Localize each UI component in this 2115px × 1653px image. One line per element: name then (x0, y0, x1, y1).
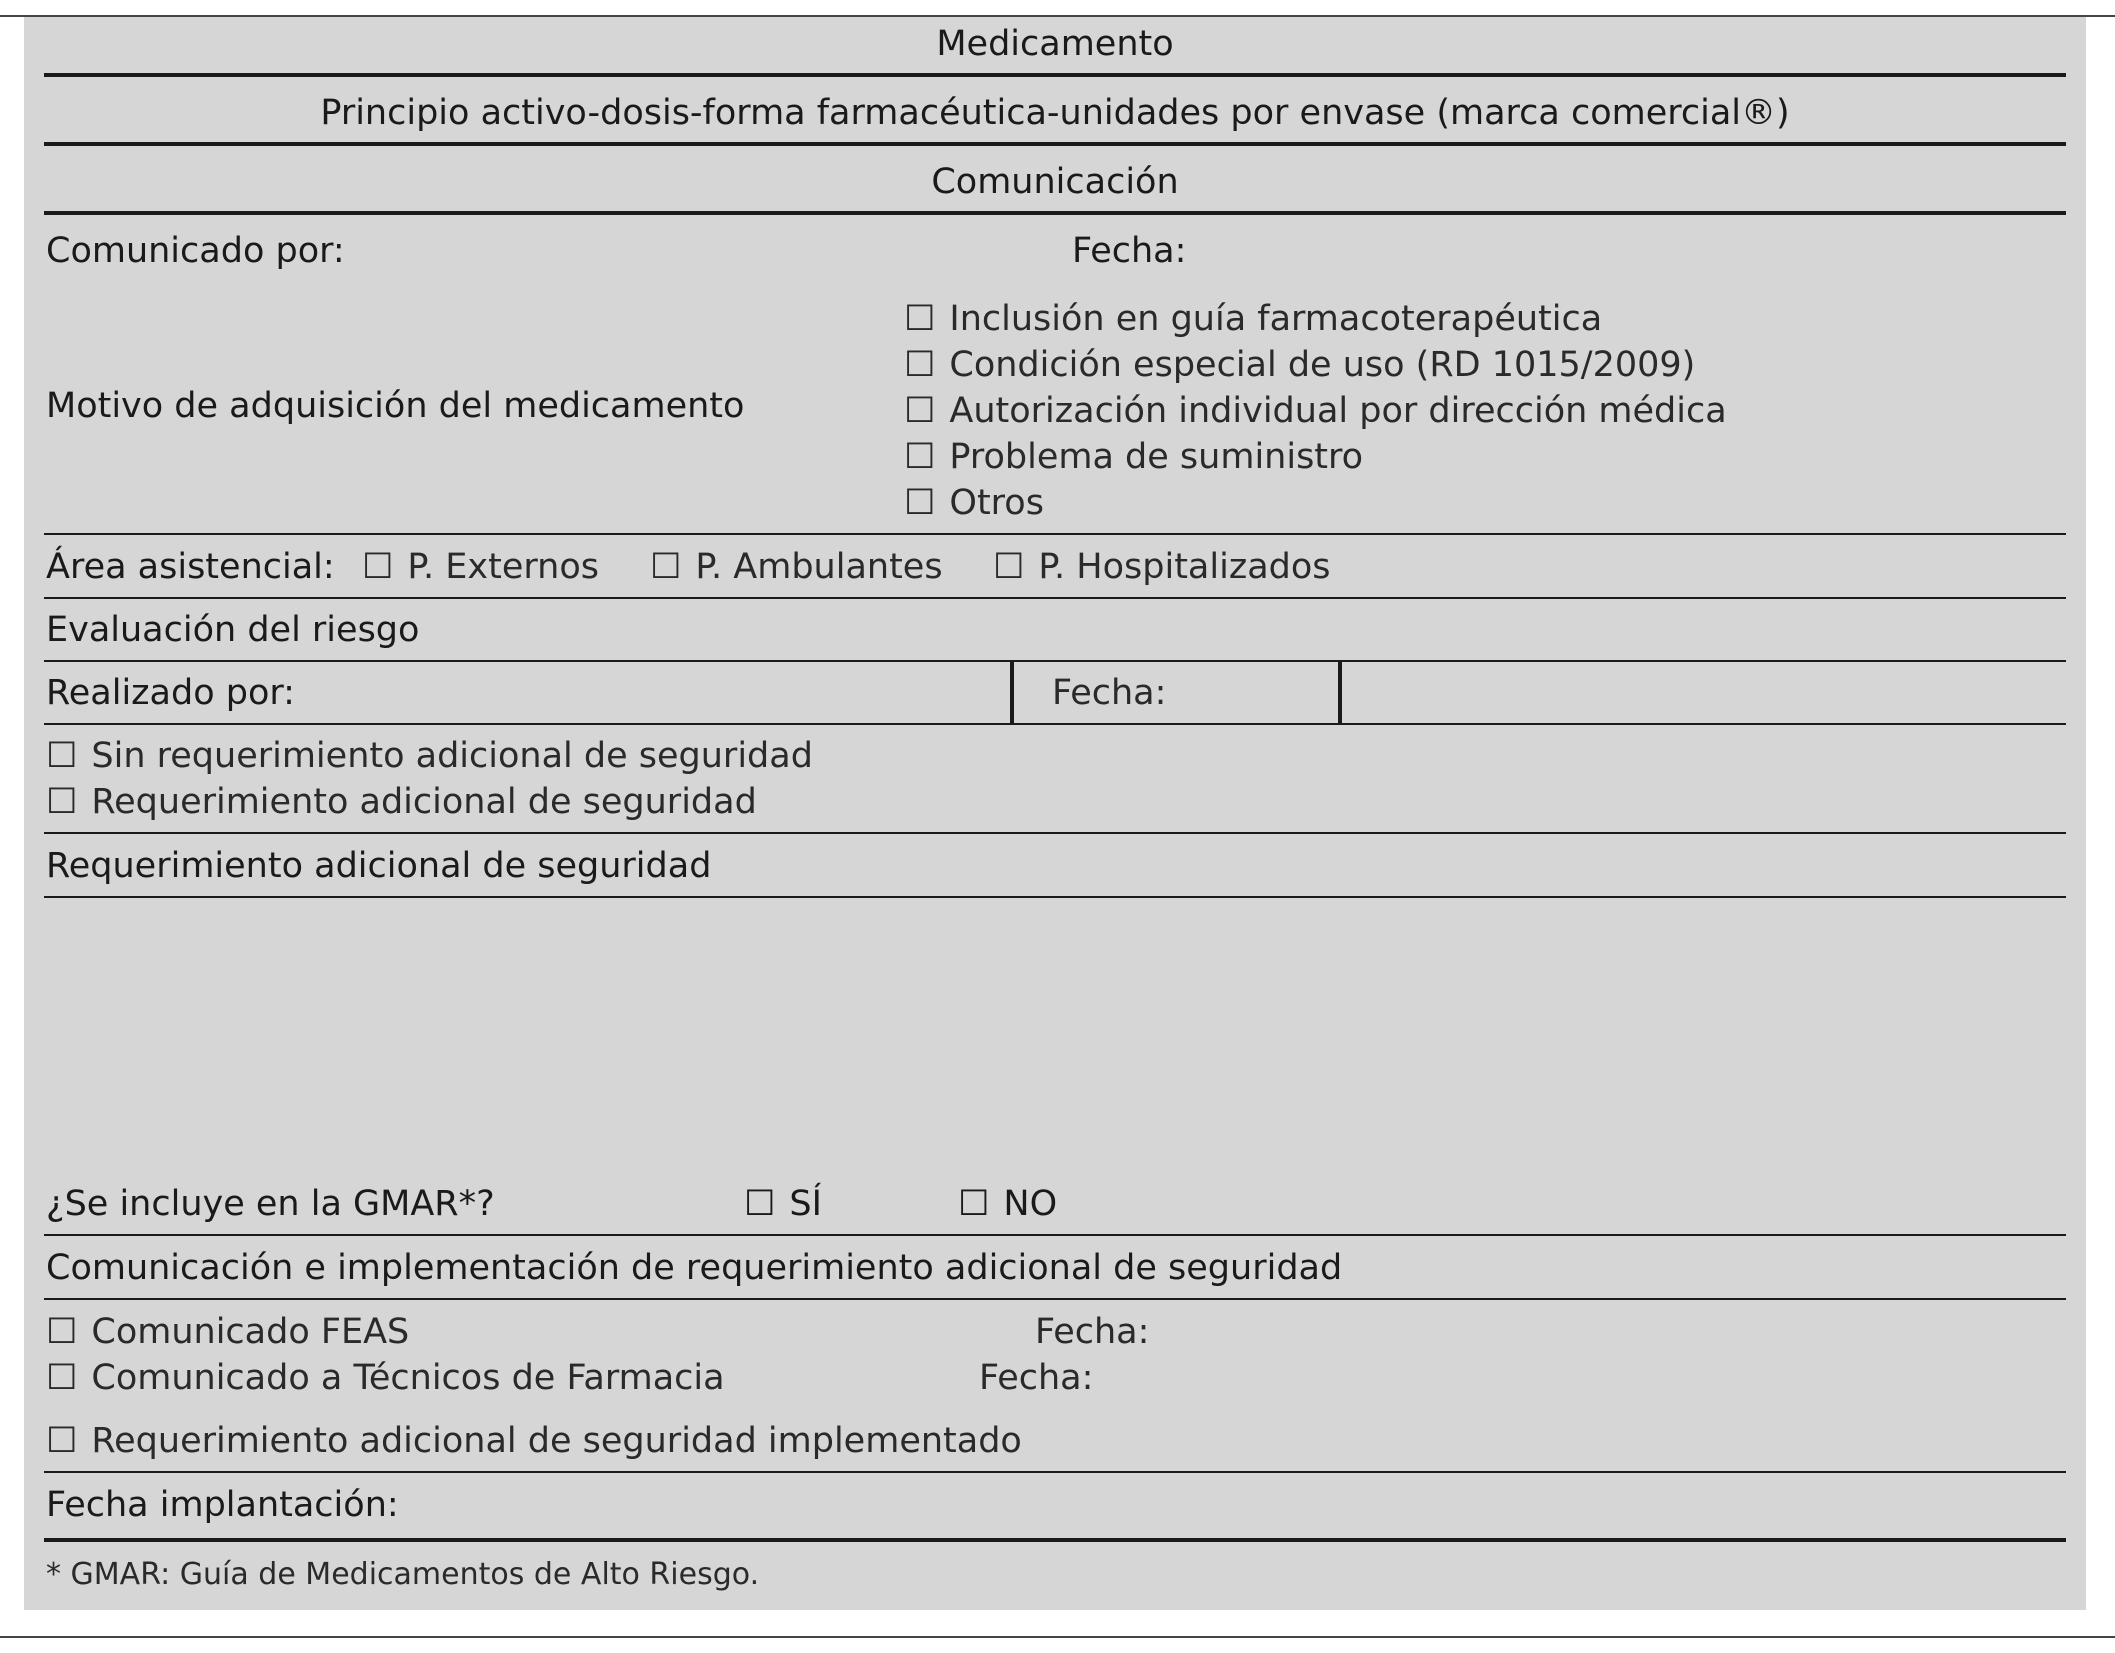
tecnicos-fecha-label: Fecha: (979, 1358, 1094, 1398)
divider (44, 896, 2066, 898)
evaluacion-option[interactable]: ☐ Sin requerimiento adicional de seguridad (46, 733, 813, 779)
motivo-option[interactable]: ☐ Condición especial de uso (RD 1015/2009) (904, 342, 1695, 388)
fecha-implantacion-label: Fecha implantación: (46, 1485, 399, 1525)
medicamento-heading: Medicamento (936, 24, 1174, 64)
checkbox-icon: ☐ (904, 483, 936, 523)
realizado-fecha-label: Fecha: (1052, 673, 1167, 713)
divider (44, 660, 2066, 662)
divider (44, 1471, 2066, 1473)
divider (44, 73, 2066, 77)
area-option-ambulantes[interactable]: ☐ P. Ambulantes (650, 544, 943, 590)
implementado-option[interactable]: ☐ Requerimiento adicional de seguridad implementado (46, 1418, 1022, 1464)
column-divider (1338, 661, 1342, 723)
implementacion-title: Comunicación e implementación de requerimiento adicional de seguridad (46, 1248, 1343, 1288)
checkbox-icon: ☐ (958, 1184, 990, 1224)
divider (44, 597, 2066, 599)
checkbox-icon: ☐ (904, 345, 936, 385)
divider (44, 533, 2066, 535)
feas-fecha-label: Fecha: (1035, 1312, 1150, 1352)
checkbox-icon: ☐ (744, 1184, 776, 1224)
column-divider (1010, 661, 1014, 723)
motivo-label: Motivo de adquisición del medicamento (46, 386, 745, 426)
checkbox-icon: ☐ (46, 1312, 78, 1352)
motivo-option[interactable]: ☐ Problema de suministro (904, 434, 1363, 480)
evaluacion-title: Evaluación del riesgo (46, 610, 420, 650)
comunicado-feas-option[interactable]: ☐ Comunicado FEAS (46, 1309, 409, 1355)
medication-form (24, 17, 2086, 1610)
divider (44, 211, 2066, 215)
checkbox-icon: ☐ (362, 547, 394, 587)
divider (44, 1298, 2066, 1300)
checkbox-icon: ☐ (904, 299, 936, 339)
area-option-hospitalizados[interactable]: ☐ P. Hospitalizados (993, 544, 1331, 590)
principio-activo-heading: Principio activo-dosis-forma farmacéutica-unidades por envase (marca comercial®) (320, 93, 1790, 133)
comunicado-por-label: Comunicado por: (46, 231, 345, 271)
comunicacion-heading: Comunicación (931, 162, 1179, 202)
checkbox-icon: ☐ (46, 782, 78, 822)
comunicado-tecnicos-option[interactable]: ☐ Comunicado a Técnicos de Farmacia (46, 1355, 725, 1401)
motivo-option[interactable]: ☐ Autorización individual por dirección médica (904, 388, 1727, 434)
evaluacion-option[interactable]: ☐ Requerimiento adicional de seguridad (46, 779, 757, 825)
checkbox-icon: ☐ (46, 736, 78, 776)
divider (44, 1538, 2066, 1542)
motivo-option[interactable]: ☐ Inclusión en guía farmacoterapéutica (904, 296, 1602, 342)
comunicado-fecha-label: Fecha: (1072, 231, 1187, 271)
checkbox-icon: ☐ (904, 437, 936, 477)
divider (44, 723, 2066, 725)
divider (44, 142, 2066, 146)
divider (44, 1234, 2066, 1236)
area-asistencial-label: Área asistencial: (46, 547, 335, 587)
bottom-rule (0, 1636, 2115, 1638)
checkbox-icon: ☐ (904, 391, 936, 431)
gmar-option-si[interactable]: ☐ SÍ (744, 1181, 822, 1227)
checkbox-icon: ☐ (46, 1421, 78, 1461)
gmar-question: ¿Se incluye en la GMAR*? (46, 1184, 495, 1224)
divider (44, 832, 2066, 834)
area-option-externos[interactable]: ☐ P. Externos (362, 544, 599, 590)
motivo-option[interactable]: ☐ Otros (904, 480, 1044, 526)
requerimiento-title: Requerimiento adicional de seguridad (46, 846, 712, 886)
gmar-option-no[interactable]: ☐ NO (958, 1181, 1057, 1227)
realizado-por-label: Realizado por: (46, 673, 295, 713)
checkbox-icon: ☐ (650, 547, 682, 587)
checkbox-icon: ☐ (46, 1358, 78, 1398)
footnote: * GMAR: Guía de Medicamentos de Alto Riesgo. (46, 1557, 760, 1592)
checkbox-icon: ☐ (993, 547, 1025, 587)
